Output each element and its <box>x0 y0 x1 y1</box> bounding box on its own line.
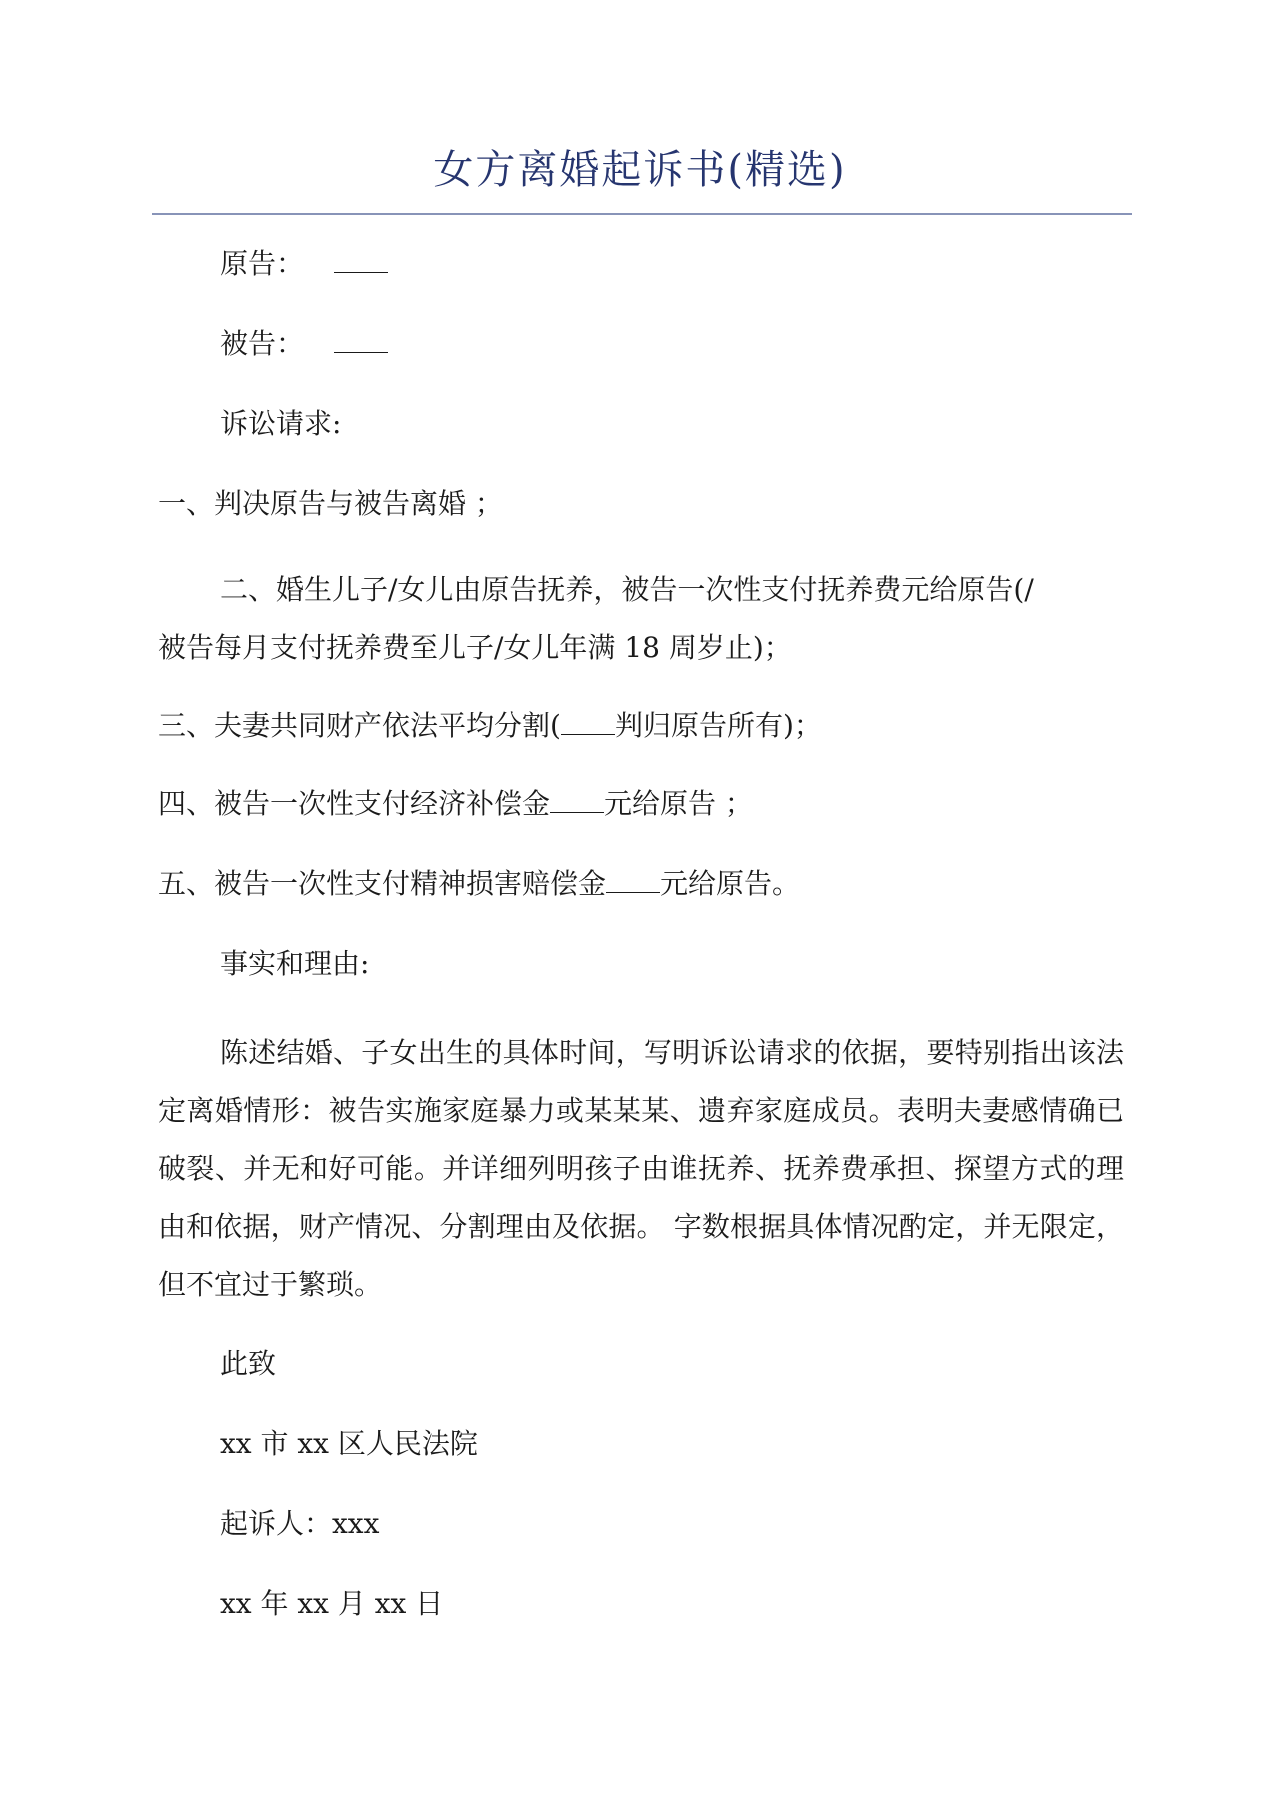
document-title: 女方离婚起诉书(精选) <box>433 147 847 193</box>
claim-5-blank <box>606 866 660 893</box>
claim-2-line-1: 二、婚生儿子/女儿由原告抚养，被告一次性支付抚养费元给原告(/ <box>220 573 1034 606</box>
claim-3-blank <box>561 708 615 735</box>
title-divider <box>152 213 1132 215</box>
claim-2-line-2: 被告每月支付抚养费至儿子/女儿年满 18 周岁止)； <box>158 631 792 664</box>
claims-heading: 诉讼请求: <box>220 407 342 440</box>
claim-5 <box>158 866 800 902</box>
date: xx 年 xx 月 xx 日 <box>220 1587 444 1620</box>
claim-4-text-before: 四、被告一次性支付经济补偿金 <box>158 787 551 820</box>
facts-heading: 事实和理由: <box>220 947 370 980</box>
signer: 起诉人：xxx <box>220 1507 380 1540</box>
claim-4-text-after: 元给原告 ； <box>604 787 753 820</box>
claim-4-blank <box>550 786 604 813</box>
court-name: xx 市 xx 区人民法院 <box>220 1427 478 1460</box>
claim-3 <box>158 708 822 744</box>
claim-4 <box>158 786 753 822</box>
plaintiff-line <box>220 246 388 282</box>
defendant-label: 被告： <box>220 327 305 360</box>
facts-body: 陈述结婚、子女出生的具体时间，写明诉讼请求的依据，要特别指出该法定离婚情形：被告实施家庭暴力或某某某、遗弃家庭成员。表明夫妻感情确已破裂、并无和好可能。并详细列明孩子由谁抚养、抚养费承担、探望方式的理由和依据，财产情况、分割理由及依据。 字数根据具体情况酌定，并无限定， 但不宜过于繁琐。 <box>158 1036 1124 1301</box>
claim-3-text-before: 三、夫妻共同财产依法平均分割( <box>158 709 561 742</box>
defendant-blank <box>334 326 388 353</box>
closing: 此致 <box>220 1347 277 1380</box>
claim-5-text-before: 五、被告一次性支付精神损害赔偿金 <box>158 867 607 900</box>
claim-1: 一、判决原告与被告离婚 ； <box>158 487 503 520</box>
plaintiff-label: 原告： <box>220 247 305 280</box>
defendant-line <box>220 326 388 362</box>
claim-3-text-after: 判归原告所有)； <box>614 709 822 742</box>
plaintiff-blank <box>334 246 388 273</box>
claim-5-text-after: 元给原告。 <box>660 867 801 900</box>
